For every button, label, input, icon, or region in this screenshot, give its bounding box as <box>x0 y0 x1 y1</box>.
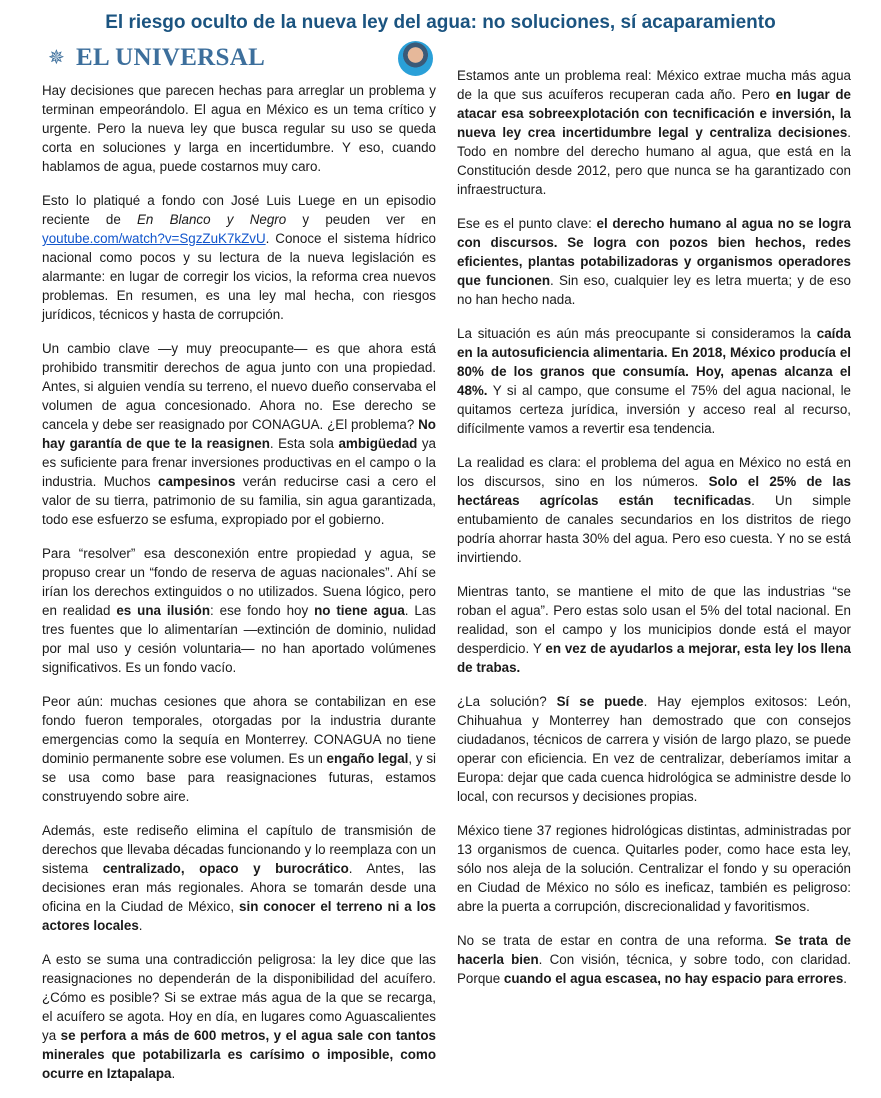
text: . Las tres fuentes que lo alimentarían —extinción de dominio, nulidad por mal uso y cesión voluntaria— no han aportado volúmenes significativos. Es un fondo vacío. <box>42 603 436 675</box>
text: La situación es aún más preocupante si consideramos la <box>457 326 817 341</box>
text: . Un simple entubamiento de canales secundarios en los distritos de riego podría ahorrar hasta 30% del agua. Pero eso cuesta. Y no se está invirtiendo. <box>457 493 851 565</box>
bold-text: se perfora a más de 600 metros, y el agua sale con tantos minerales que potabilizarla es carísimo o imposible, como ocurre en Iztapalapa <box>42 1028 436 1081</box>
paragraph <box>42 191 436 324</box>
bold-text: ambigüedad <box>338 436 418 451</box>
bold-text: Se trata de hacerla bien <box>457 933 851 967</box>
paragraph <box>42 692 436 806</box>
bold-text: en lugar de atacar esa sobreexplotación con tecnificación e inversión, la nueva ley crea incertidumbre legal y centraliza decisiones <box>457 87 851 140</box>
bold-text: engaño legal <box>326 751 409 766</box>
paragraph <box>457 931 851 988</box>
text: Peor aún: muchas cesiones que ahora se contabilizan en ese fondo fueron temporales, otorgadas por la industria durante emergencias como la sequía en Monterrey. CONAGUA no tiene dominio permanente sobre ese volumen. Es un <box>42 694 436 766</box>
bold-text: Solo el 25% de las hectáreas agrícolas están tecnificadas <box>457 474 851 508</box>
text: Mientras tanto, se mantiene el mito de que las industrias “se roban el agua”. Pero estas solo usan el 5% del total nacional. En realidad, son el campo y los municipios donde está el mayor desperdicio. Y <box>457 584 851 656</box>
el-universal-logo <box>48 44 265 72</box>
text: . Sin eso, cualquier ley es letra muerta; y de eso no han hecho nada. <box>457 273 851 307</box>
italic-text: En Blanco y Negro <box>137 212 287 227</box>
paragraph <box>42 821 436 935</box>
paragraph <box>457 324 851 438</box>
bold-text: sin conocer el terreno ni a los actores locales <box>42 899 436 933</box>
text: Además, este rediseño elimina el capítulo de transmisión de derechos que llevaba décadas funcionando y lo reemplaza con un sistema <box>42 823 436 876</box>
text: Esto lo platiqué a fondo con José Luis Luege en un episodio reciente de <box>42 193 436 227</box>
bold-text: no tiene agua <box>314 603 405 618</box>
text: . <box>171 1066 176 1081</box>
bold-text: es una ilusión <box>116 603 211 618</box>
left-column <box>42 81 436 1098</box>
bold-text: No hay garantía de que te la reasignen <box>42 417 436 451</box>
text: y peuden ver en <box>286 212 436 227</box>
text: . Antes, las decisiones eran más regionales. Ahora se tomarán desde una oficina en la Ciudad de México, <box>42 861 436 914</box>
paragraph <box>457 214 851 309</box>
text: verán reducirse casi a cero el valor de su tierra, patrimonio de su familia, sin agua garantizada, todo ese esfuerzo se esfuma, expropiado por el gobierno. <box>42 474 437 527</box>
paragraph <box>457 692 851 806</box>
text: ¿La solución? <box>457 694 557 709</box>
bold-text: campesinos <box>158 474 236 489</box>
text: . <box>138 918 143 933</box>
text: Para “resolver” esa desconexión entre propiedad y agua, se propuso crear un “fondo de reserva de aguas nacionales”. Ahí se irían los derechos extinguidos o no utilizados. Suena lógico, pero en realidad <box>42 546 436 618</box>
text: A esto se suma una contradicción peligrosa: la ley dice que las reasignaciones no dependerán de la disponibilidad del acuífero. ¿Cómo es posible? Si se extrae más agua de la que se recarga, el acuífero se agota. Hoy en día, en lugares como Aguascalientes ya <box>42 952 436 1043</box>
paragraph <box>42 339 436 529</box>
paragraph <box>457 66 851 199</box>
text: . Conoce el sistema hídrico nacional como pocos y su lectura de la nueva legislación es alarmante: en lugar de corregir los vicios, la reforma crea nuevos problemas. En resumen, es una ley mal hecha, con riesgos jurídicos, técnicos y hasta de corrupción. <box>42 231 436 322</box>
text: . Todo en nombre del derecho humano al agua, que está en la Constitución desde 2012, pero que nunca se ha garantizado con infraestructura. <box>457 125 851 197</box>
text: , y si se usa como base para reasignaciones futuras, estamos construyendo sobre aire. <box>42 751 436 804</box>
bold-text: Sí se puede <box>556 694 644 709</box>
text: No se trata de estar en contra de una reforma. <box>457 933 775 948</box>
text: . Esta sola <box>269 436 339 451</box>
paragraph <box>42 544 436 677</box>
bold-text: el derecho humano al agua no se logra con discursos. Se logra con pozos bien hechos, redes eficientes, plantas potabilizadoras y organismos operadores que funcionen <box>457 216 851 288</box>
text: . <box>843 971 848 986</box>
text: Hay decisiones que parecen hechas para arreglar un problema y terminan empeorándolo. El agua en México es un tema crítico y urgente. Pero la nueva ley que busca regular su uso se queda corta en soluciones y larga en incertidumbre. Y eso, cuando hablamos de agua, puede costarnos muy caro. <box>42 83 436 174</box>
logo-text: EL UNIVERSAL <box>76 44 266 71</box>
paragraph <box>42 81 436 176</box>
text: Y si al campo, que consume el 75% del agua nacional, le quitamos certeza jurídica, inversión y acceso real al recurso, difícilmente vamos a revertir esa tendencia. <box>457 383 851 436</box>
right-column <box>457 66 851 1003</box>
text: México tiene 37 regiones hidrológicas distintas, administradas por 13 organismos de cuenca. Quitarles poder, como hace esta ley, sólo nos aleja de la solución. Centralizar el fondo y su operación en Ciudad de México no sólo es ineficaz, también es peligroso: abre la puerta a corrupción, discrecionalidad y favoritismos. <box>457 823 851 914</box>
bold-text: cuando el agua escasea, no hay espacio para errores <box>503 971 844 986</box>
bold-text: en vez de ayudarlos a mejorar, esta ley los llena de trabas. <box>457 641 852 675</box>
paragraph <box>457 582 851 677</box>
text: Estamos ante un problema real: México extrae mucha más agua de la que sus acuíferos recuperan cada año. Pero <box>457 68 851 102</box>
bold-text: centralizado, opaco y burocrático <box>102 861 349 876</box>
author-avatar <box>398 41 433 76</box>
text: Ese es el punto clave: <box>457 216 597 231</box>
text: : ese fondo hoy <box>210 603 315 618</box>
paragraph <box>457 821 851 916</box>
text: . Con visión, técnica, y sobre todo, con claridad. Porque <box>457 952 851 986</box>
text: La realidad es clara: el problema del agua en México no está en los discursos, sino en los números. <box>457 455 851 489</box>
text: ya es suficiente para frenar inversiones productivas en el campo o la industria. Muchos <box>42 436 436 489</box>
eagle-logo-icon: ✵ <box>48 47 65 69</box>
paragraph <box>457 453 851 567</box>
text: Un cambio clave —y muy preocupante— es que ahora está prohibido transmitir derechos de agua junto con una propiedad. Antes, si alguien vendía su terreno, el nuevo dueño conservaba el volumen de agua concesionado. Ahora no. Ese derecho se cancela y debe ser reasignado por CONAGUA. ¿El problema? <box>42 341 436 432</box>
text: . Hay ejemplos exitosos: León, Chihuahua y Monterrey han demostrado que con consejos ciudadanos, técnicos de carrera y visión de largo plazo, se puede operar con eficiencia. En vez de centralizar, deberíamos imitar a Europa: dejar que cada cuenca hidrológica se administre desde lo local, con recursos y decisiones propias. <box>457 694 851 804</box>
youtube-link[interactable]: youtube.com/watch?v=SgzZuK7kZvU <box>42 231 266 246</box>
article-title: El riesgo oculto de la nueva ley del agua: no soluciones, sí acaparamiento <box>105 12 776 33</box>
paragraph <box>42 950 436 1083</box>
bold-text: caída en la autosuficiencia alimentaria. En 2018, México producía el 80% de los granos que consumía. Hoy, apenas alcanza el 48%. <box>457 326 851 398</box>
